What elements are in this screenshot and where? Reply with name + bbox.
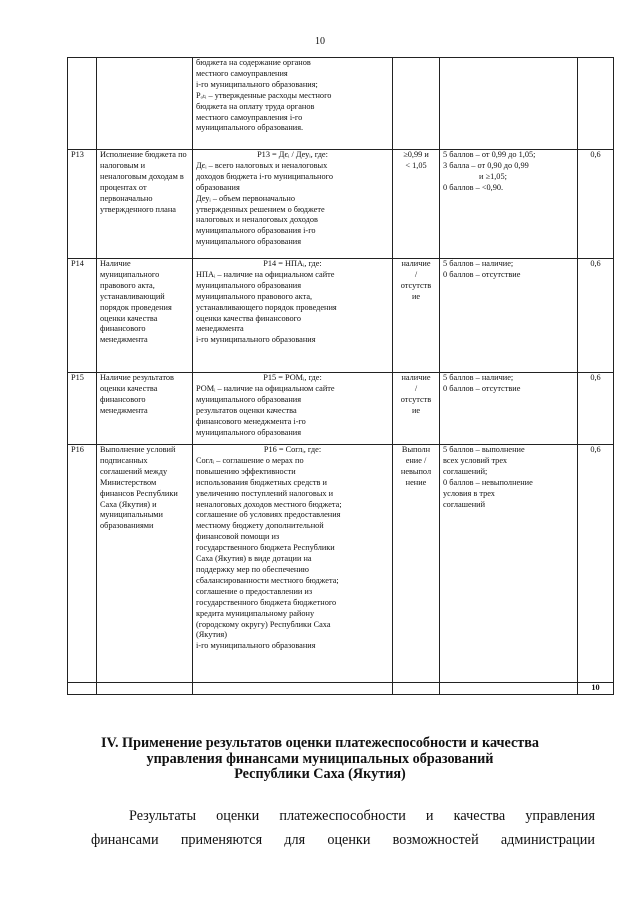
threshold-cell (393, 58, 440, 150)
score-line: 5 баллов – от 0,99 до 1,05; (443, 150, 536, 159)
formula-line: устанавливающего порядок проведения (196, 302, 337, 312)
formula-line: соглашение о предоставлении из (196, 586, 313, 596)
threshold-line: наличие (401, 373, 431, 382)
formula-line: государственного бюджета Республики (196, 543, 335, 553)
formula-line: РОМᵢ – наличие на официальном сайте (196, 383, 335, 393)
formula-line: муниципального правового акта, (196, 291, 313, 301)
score-cell (440, 58, 578, 150)
table-row (68, 259, 614, 373)
formula-line: Деуᵢ – объем первоначально (196, 193, 296, 203)
formula-line: неналоговых доходов местного бюджета; (196, 499, 342, 509)
threshold-cell (393, 445, 440, 683)
formula-line: Дєᵢ – всего налоговых и неналоговых (196, 160, 328, 170)
threshold-line: Выполн (401, 445, 431, 454)
formula-line: бюджета на содержание органов (196, 58, 311, 67)
formula-line: государственного бюджета бюджетного (196, 597, 337, 607)
score-line: 5 баллов – выполнение (443, 445, 525, 454)
name-cell (97, 683, 193, 695)
formula-line: финансового менеджмента i-го (196, 416, 306, 426)
criterion-code: P15 (68, 373, 97, 445)
formula-line: муниципального образования (196, 427, 302, 437)
formula-line: использования бюджетных средств и (196, 477, 327, 487)
criteria-table (67, 57, 614, 695)
threshold-cell (393, 150, 440, 259)
criterion-weight: 0,6 (578, 259, 614, 373)
threshold-cell (393, 259, 440, 373)
score-line: условия в трех (443, 488, 495, 498)
threshold-line: / (414, 383, 418, 393)
criterion-name: Выполнение условий подписанных соглашений между Министерством финансов Республики Саха (Якутия) и муниципальными образованиями (97, 445, 193, 683)
score-line: 0 баллов – <0,90. (443, 182, 504, 192)
score-line: соглашений; (443, 466, 488, 476)
criterion-weight: 0,6 (578, 445, 614, 683)
formula-line: Соглᵢ – соглашение о мерах по (196, 455, 304, 465)
name-cell (97, 58, 193, 150)
criterion-code: P13 (68, 150, 97, 259)
criterion-weight: 0,6 (578, 373, 614, 445)
formula-cell (193, 150, 393, 259)
formula-line: i-го муниципального образования (196, 641, 316, 651)
threshold-line: ие (411, 291, 421, 301)
criterion-name: Исполнение бюджета по налоговым и неналоговым доходам в процентах от первоначально утвержденного плана (97, 150, 193, 259)
formula-line: (городскому округу) Республики Саха (196, 619, 331, 629)
formula-head: P16 = Соглᵢ, где: (263, 445, 322, 454)
formula-line: бюджета на оплату труда органов (196, 101, 315, 111)
formula-cell (193, 373, 393, 445)
formula-line: финансовой помощи из (196, 532, 280, 542)
formula-line: муниципального образования (196, 237, 302, 247)
threshold-line: наличие (401, 259, 431, 268)
score-cell (440, 683, 578, 695)
code-cell (68, 58, 97, 150)
formula-line: поддержку мер по обеспечению (196, 564, 309, 574)
threshold-line: ие (411, 405, 421, 415)
section-heading-line: управления финансами муниципальных образований (146, 750, 494, 767)
formula-cell (193, 683, 393, 695)
criterion-code: P14 (68, 259, 97, 373)
score-line: и ≥1,05; (479, 171, 507, 181)
section-heading-line: Республики Саха (Якутия) (234, 766, 406, 782)
criterion-weight: 0,6 (578, 150, 614, 259)
formula-line: повышению эффективности (196, 466, 296, 476)
formula-line: муниципального образования (196, 280, 302, 290)
formula-line: (Якутия) (196, 630, 228, 640)
threshold-line: отсутств (400, 394, 432, 404)
threshold-line: < 1,05 (405, 160, 427, 170)
body-paragraph (91, 804, 595, 852)
formula-line: Рₒₜᵢ – утвержденные расходы местного (196, 90, 332, 100)
formula-line: менеджмента (196, 324, 244, 334)
threshold-line: отсутств (400, 280, 432, 290)
threshold-line: нение (405, 477, 427, 487)
formula-line: увеличению поступлений налоговых и (196, 488, 334, 498)
formula-line: муниципального образования i-го (196, 226, 316, 236)
formula-line: сбалансированности местного бюджета; (196, 575, 339, 585)
formula-line: кредита муниципальному району (196, 608, 315, 618)
score-cell (440, 150, 578, 259)
threshold-line: невыпол (400, 466, 432, 476)
formula-line: Саха (Якутия) в виде дотации на (196, 554, 312, 564)
page-number: 10 (315, 36, 325, 47)
threshold-line: ение / (405, 455, 427, 465)
formula-line: доходов бюджета i-го муниципального (196, 171, 333, 181)
threshold-line: ≥0,99 и (403, 150, 429, 159)
score-line: 0 баллов – отсутствие (443, 383, 521, 393)
score-line: 0 баллов – невыполнение (443, 477, 533, 487)
formula-line: НПАᵢ – наличие на официальном сайте (196, 269, 335, 279)
score-cell (440, 259, 578, 373)
body-line: Результаты оценки платежеспособности и качества управления (129, 808, 595, 824)
formula-line: образования (196, 182, 240, 192)
criterion-name: Наличие результатов оценки качества финансового менеджмента (97, 373, 193, 445)
score-line: всех условий трех (443, 455, 508, 465)
criterion-code: P16 (68, 445, 97, 683)
score-line: соглашений (443, 499, 486, 509)
formula-head: P15 = РОМᵢ, где: (263, 373, 322, 382)
formula-cell (193, 259, 393, 373)
score-line: 0 баллов – отсутствие (443, 269, 521, 279)
code-cell (68, 683, 97, 695)
formula-line: i-го муниципального образования (196, 335, 316, 345)
formula-cell (193, 445, 393, 683)
score-cell (440, 445, 578, 683)
section-heading (80, 736, 560, 783)
table-row (68, 150, 614, 259)
formula-line: утвержденных решением о бюджете (196, 204, 325, 214)
formula-line: муниципального образования. (196, 123, 304, 133)
formula-head: P14 = НПАᵢ, где: (263, 259, 322, 268)
total-weight: 10 (578, 683, 614, 695)
formula-line: местного самоуправления i-го (196, 112, 303, 122)
total-row (68, 683, 614, 695)
score-line: 5 баллов – наличие; (443, 373, 514, 382)
formula-line: муниципального образования (196, 394, 302, 404)
section-heading-line: IV. Применение результатов оценки платежеспособности и качества (101, 735, 539, 751)
threshold-cell (393, 373, 440, 445)
weight-cell (578, 58, 614, 150)
formula-line: налоговых и неналоговых доходов (196, 215, 318, 225)
table-row (68, 445, 614, 683)
body-line: финансами применяются для оценки возможностей администрации (91, 832, 595, 848)
formula-head: P13 = Дєᵢ / Деуᵢ, где: (257, 150, 328, 159)
table-row-continued (68, 58, 614, 150)
score-line: 5 баллов – наличие; (443, 259, 514, 268)
formula-line: соглашение об условиях предоставления (196, 510, 341, 520)
formula-line: оценки качества финансового (196, 313, 302, 323)
formula-cell (193, 58, 393, 150)
table-row (68, 373, 614, 445)
threshold-cell (393, 683, 440, 695)
criterion-name: Наличие муниципального правового акта, устанавливающий порядок проведения оценки качества финансового менеджмента (97, 259, 193, 373)
formula-line: i-го муниципального образования; (196, 79, 318, 89)
score-line: 3 балла – от 0,90 до 0,99 (443, 160, 529, 170)
threshold-line: / (414, 269, 418, 279)
formula-line: местному бюджету дополнительной (196, 521, 324, 531)
formula-line: результатов оценки качества (196, 405, 297, 415)
formula-line: местного самоуправления (196, 68, 288, 78)
score-cell (440, 373, 578, 445)
